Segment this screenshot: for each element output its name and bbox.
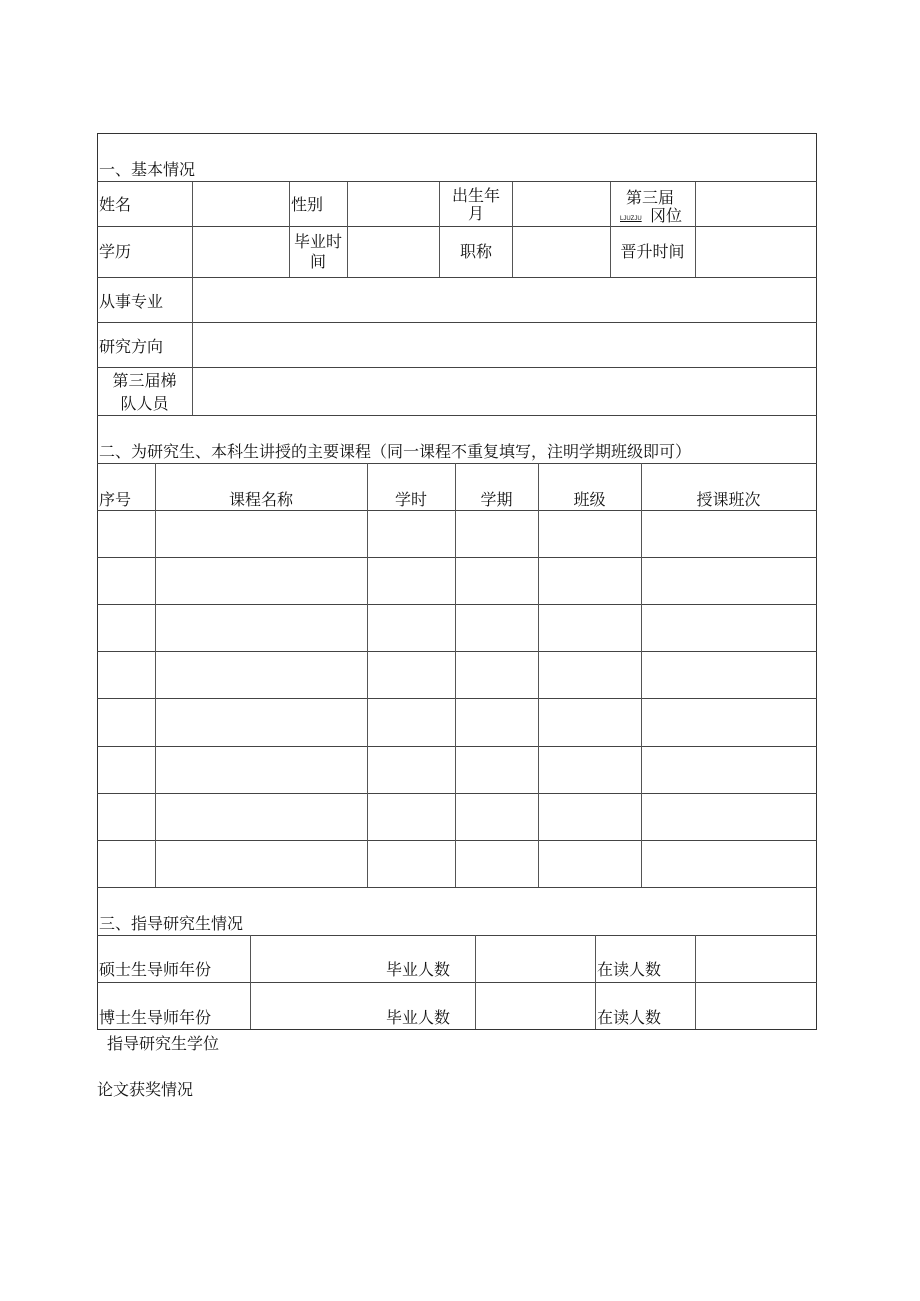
- label-grad-time-line2: 间: [309, 252, 326, 271]
- phd-enrolled-field[interactable]: [696, 983, 816, 1029]
- award-label: 论文获奖情况: [97, 1080, 194, 1099]
- col-header-semester: 学期: [480, 490, 513, 509]
- divider: [695, 182, 696, 277]
- section2-title: 二、为研究生、本科生讲授的主要课程（同一课程不重复填写，注明学期班级即可）: [99, 442, 692, 461]
- divider: [192, 182, 193, 277]
- course-row-3[interactable]: [97, 605, 816, 651]
- course-row-5[interactable]: [97, 699, 816, 746]
- label-major: 从事专业: [99, 292, 164, 311]
- col-header-sessions: 授课班次: [696, 490, 761, 509]
- team-field[interactable]: [193, 368, 816, 415]
- name-field[interactable]: [193, 182, 289, 226]
- label-third-post-line2: 冈位: [650, 206, 683, 225]
- major-field[interactable]: [193, 278, 816, 322]
- label-master-enrolled: 在读人数: [597, 960, 662, 979]
- divider: [439, 182, 440, 277]
- col-header-index: 序号: [99, 490, 132, 509]
- birth-field[interactable]: [513, 182, 610, 226]
- label-grad-time-line1: 毕业时: [293, 232, 342, 251]
- divider: [97, 887, 817, 888]
- label-birth-line1: 出生年: [451, 186, 500, 205]
- label-education: 学历: [99, 242, 132, 261]
- label-team-line1: 第三届梯: [112, 371, 177, 390]
- label-phd-graduated: 毕业人数: [386, 1008, 451, 1027]
- label-phd-advisor-year: 博士生导师年份: [99, 1008, 212, 1027]
- label-name: 姓名: [99, 195, 132, 214]
- phd-graduated-field[interactable]: [476, 983, 595, 1029]
- divider: [610, 182, 611, 277]
- grad-time-field[interactable]: [348, 227, 439, 277]
- label-gender: 性别: [291, 195, 324, 214]
- title-rank-field[interactable]: [513, 227, 610, 277]
- divider: [192, 277, 193, 415]
- label-third-post-line1: 第三届: [626, 188, 675, 207]
- degree-label: 指导研究生学位: [107, 1034, 220, 1053]
- divider: [97, 463, 817, 464]
- promotion-time-field[interactable]: [696, 227, 816, 277]
- divider: [695, 935, 696, 1029]
- label-master-advisor-year: 硕士生导师年份: [99, 960, 212, 979]
- divider: [250, 935, 251, 1029]
- label-birth-line2: 月: [467, 204, 484, 223]
- divider: [97, 415, 817, 416]
- divider: [512, 182, 513, 277]
- master-graduated-field[interactable]: [476, 936, 595, 982]
- divider: [595, 935, 596, 1029]
- gender-field[interactable]: [348, 182, 439, 226]
- label-title-rank: 职称: [459, 242, 492, 261]
- course-row-6[interactable]: [97, 747, 816, 793]
- label-promotion-time: 晋升时间: [620, 242, 685, 261]
- divider: [347, 182, 348, 277]
- master-year-field[interactable]: [251, 936, 381, 982]
- label-master-graduated: 毕业人数: [386, 960, 451, 979]
- label-team-line2: 队人员: [120, 394, 169, 413]
- course-row-4[interactable]: [97, 652, 816, 698]
- course-row-2[interactable]: [97, 558, 816, 604]
- label-phd-enrolled: 在读人数: [597, 1008, 662, 1027]
- col-header-hours: 学时: [394, 490, 427, 509]
- education-field[interactable]: [193, 227, 289, 277]
- label-research: 研究方向: [99, 337, 164, 356]
- third-post-field[interactable]: [696, 182, 816, 226]
- divider: [475, 935, 476, 1029]
- section3-title: 三、指导研究生情况: [99, 914, 244, 933]
- section1-title: 一、基本情况: [99, 160, 196, 179]
- divider: [289, 182, 290, 277]
- phd-year-field[interactable]: [251, 983, 381, 1029]
- course-row-8[interactable]: [97, 841, 816, 887]
- research-field[interactable]: [193, 323, 816, 367]
- col-header-class: 班级: [573, 490, 606, 509]
- col-header-course-name: 课程名称: [228, 490, 293, 509]
- master-enrolled-field[interactable]: [696, 936, 816, 982]
- course-row-1[interactable]: [97, 511, 816, 557]
- label-third-post-tag: LJUZJU: [620, 216, 642, 222]
- course-row-7[interactable]: [97, 794, 816, 840]
